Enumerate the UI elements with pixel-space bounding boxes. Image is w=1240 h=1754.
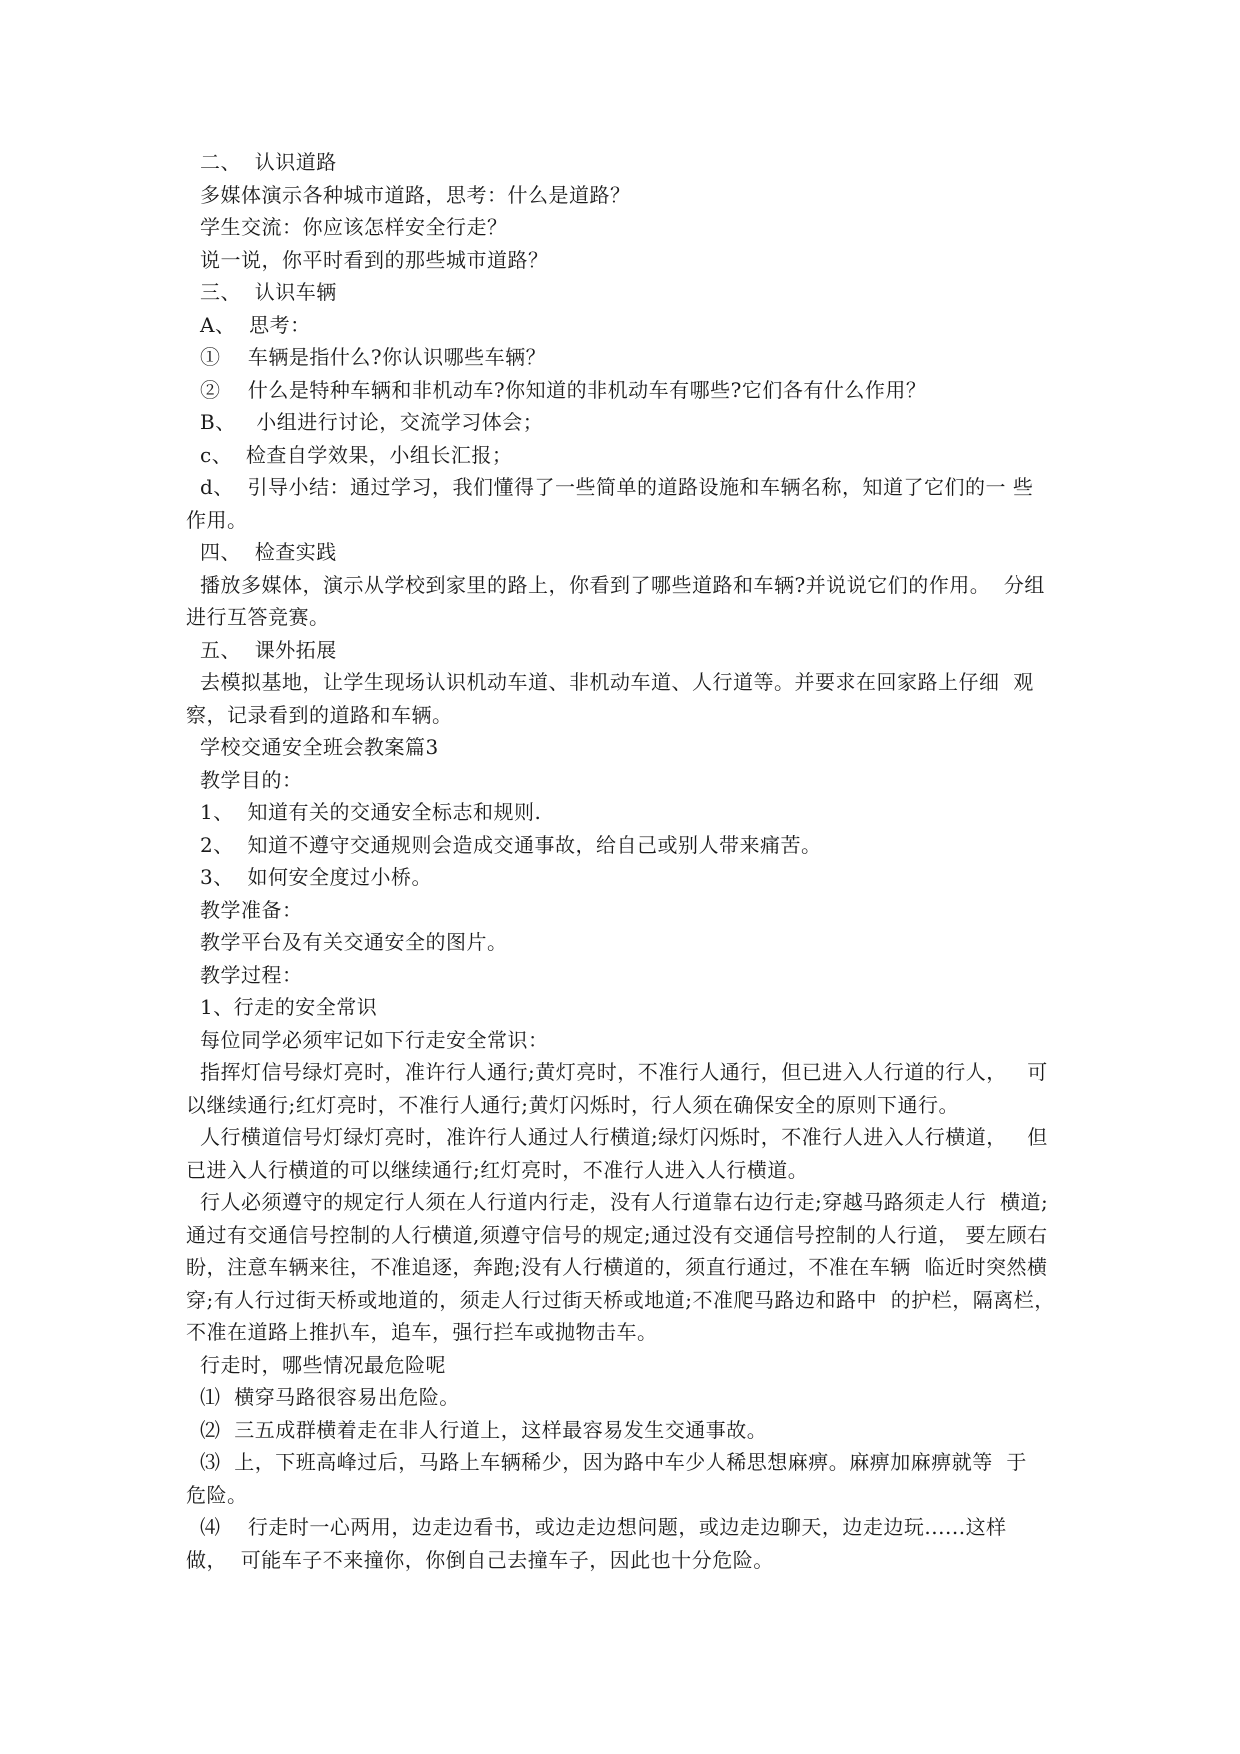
text-line: 每位同学必须牢记如下行走安全常识： — [200, 1027, 549, 1052]
text-line: 学生交流：你应该怎样安全行走？ — [200, 215, 508, 239]
text-line: 说一说，你平时看到的那些城市道路？ — [200, 247, 549, 272]
text-line: ② 什么是特种车辆和非机动车?你知道的非机动车有哪些?它们各有什么作用？ — [200, 377, 927, 402]
text-line: ① 车辆是指什么?你认识哪些车辆？ — [200, 345, 547, 369]
text-line: 多媒体演示各种城市道路，思考：什么是道路？ — [200, 182, 631, 207]
text-line: ⑵ 三五成群横着走在非人行道上，这样最容易发生交通事故。 — [200, 1417, 768, 1442]
text-line: 行走时，哪些情况最危险呢 — [200, 1352, 446, 1377]
text-line: 教学平台及有关交通安全的图片。 — [200, 930, 508, 954]
text-line: 人行横道信号灯绿灯亮时，准许行人通过人行横道;绿灯闪烁时，不准行人进入人行横道， 但 — [200, 1125, 1048, 1149]
document-page — [186, 146, 1066, 1576]
text-line: 1、行走的安全常识 — [200, 995, 378, 1019]
text-line: 已进入人行横道的可以继续通行;红灯亮时，不准行人进入人行横道。 — [186, 1157, 809, 1182]
text-line: 察，记录看到的道路和车辆。 — [186, 702, 453, 727]
text-line: 2、 知道不遵守交通规则会造成交通事故，给自己或别人带来痛苦。 — [200, 832, 822, 857]
text-line: 危险。 — [186, 1482, 248, 1507]
text-line: A、 思考： — [200, 312, 311, 337]
text-line: 作用。 — [186, 507, 248, 532]
text-line: 3、 如何安全度过小桥。 — [200, 865, 432, 889]
text-line: 去模拟基地，让学生现场认识机动车道、非机动车道、人行道等。并要求在回家路上仔细 观 — [200, 670, 1034, 694]
text-line: 行人必须遵守的规定行人须在人行道内行走，没有人行道靠右边行走;穿越马路须走人行 横道; — [200, 1190, 1049, 1214]
text-line: d、 引导小结：通过学习，我们懂得了一些简单的道路设施和车辆名称，知道了它们的一 些 — [200, 475, 1034, 499]
text-line: ⑴ 横穿马路很容易出危险。 — [200, 1385, 460, 1409]
text-line: 进行互答竞赛。 — [186, 605, 330, 629]
text-line: 二、 认识道路 — [200, 150, 337, 174]
text-line: ⑷ 行走时一心两用，边走边看书，或边走边想问题，或边走边聊天，边走边玩......这样 — [200, 1515, 1007, 1539]
text-line: 指挥灯信号绿灯亮时，准许行人通行;黄灯亮时，不准行人通行，但已进入人行道的行人， 可 — [200, 1060, 1048, 1084]
text-line: 播放多媒体，演示从学校到家里的路上，你看到了哪些道路和车辆?并说说它们的作用。 分组 — [200, 572, 1045, 597]
text-line: 教学目的： — [200, 767, 303, 792]
text-line: 穿;有人行过街天桥或地道的，须走人行过街天桥或地道;不准爬马路边和路中 的护栏，隔离栏， — [186, 1287, 1055, 1312]
text-line: ⑶ 上，下班高峰过后，马路上车辆稀少，因为路中车少人稀思想麻痹。麻痹加麻痹就等 于 — [200, 1450, 1027, 1474]
text-line: 做， 可能车子不来撞你，你倒自己去撞车子，因此也十分危险。 — [186, 1547, 774, 1572]
text-line: 不准在道路上推扒车，追车，强行拦车或抛物击车。 — [186, 1320, 658, 1344]
text-line: 四、 检查实践 — [200, 540, 337, 564]
text-line: 以继续通行;红灯亮时，不准行人通行;黄灯闪烁时，行人须在确保安全的原则下通行。 — [186, 1092, 959, 1117]
text-line: 通过有交通信号控制的人行横道,须遵守信号的规定;通过没有交通信号控制的人行道， 要左顾右 — [186, 1222, 1048, 1247]
text-line: 盼，注意车辆来往，不准追逐，奔跑;没有人行横道的，须直行通过，不准在车辆 临近时突然横 — [186, 1255, 1048, 1279]
text-line: 三、 认识车辆 — [200, 280, 337, 304]
text-line: 学校交通安全班会教案篇3 — [200, 735, 439, 759]
text-line: 1、 知道有关的交通安全标志和规则. — [200, 800, 542, 824]
text-line: 五、 课外拓展 — [200, 637, 337, 662]
text-line: 教学准备： — [200, 897, 303, 922]
text-line: c、 检查自学效果，小组长汇报； — [200, 442, 513, 467]
text-line: B、 小组进行讨论，交流学习体会； — [200, 410, 544, 434]
text-line: 教学过程： — [200, 962, 303, 987]
